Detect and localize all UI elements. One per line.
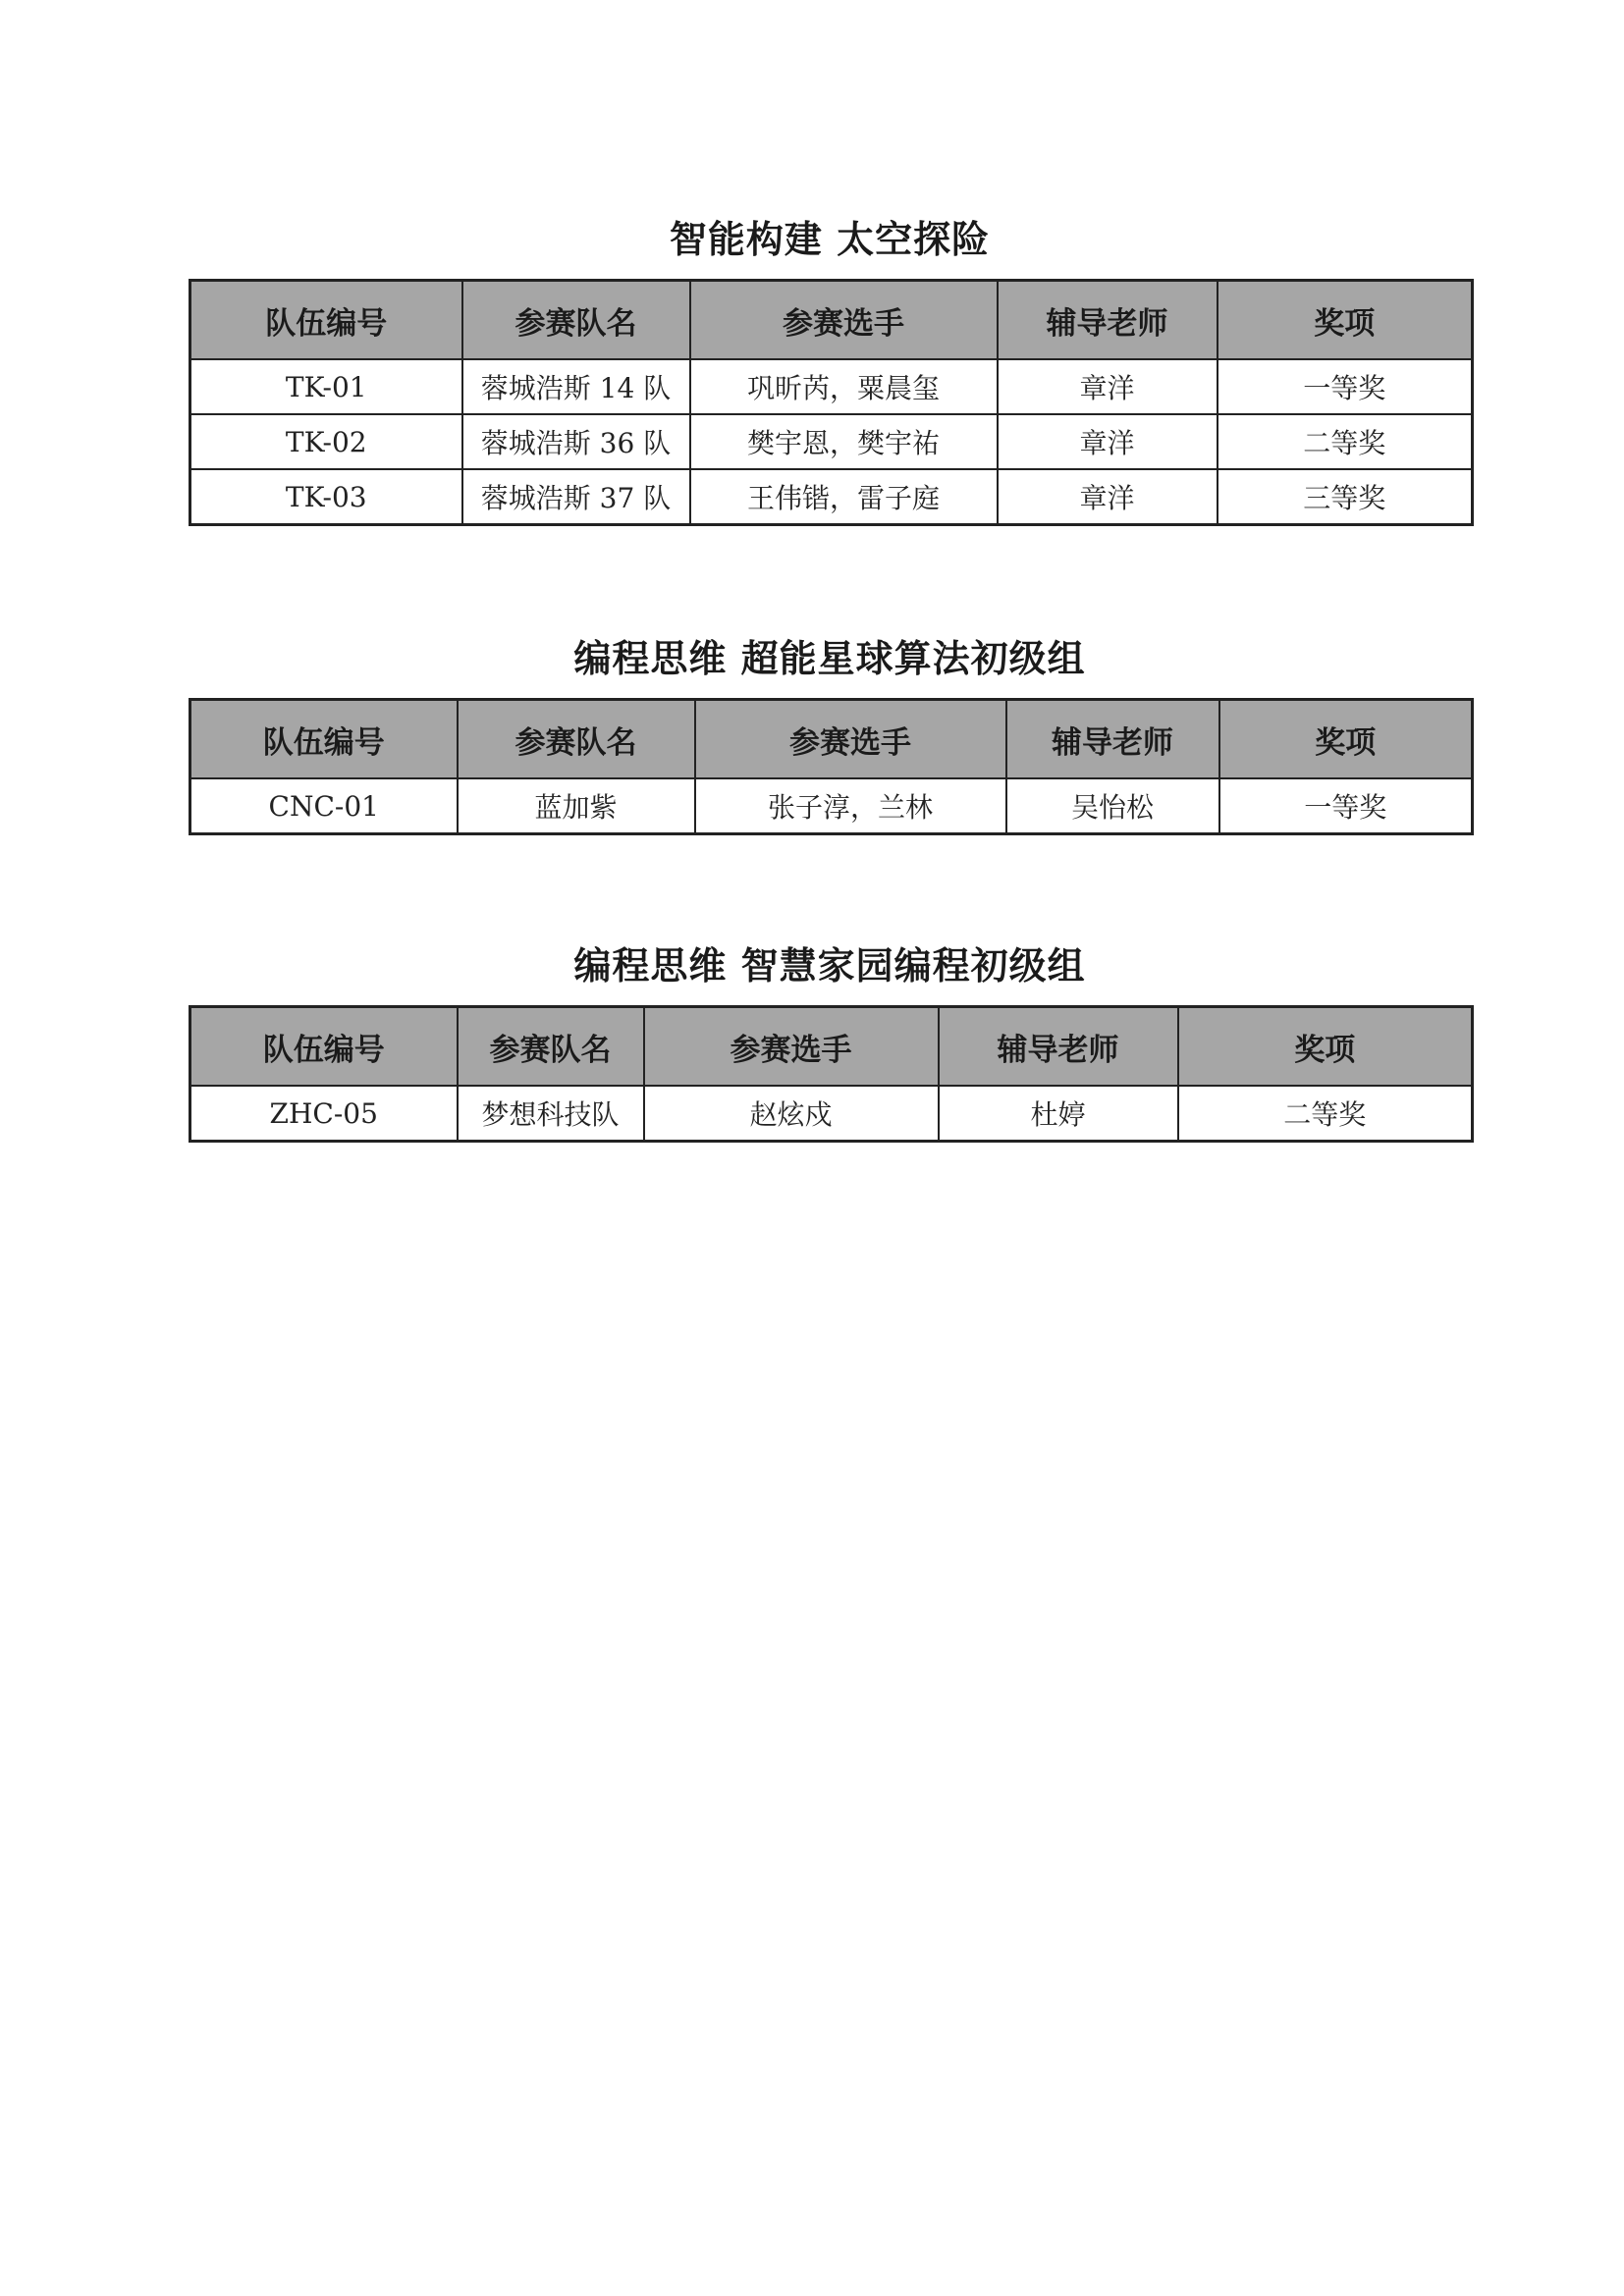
cell-coach: 章洋	[998, 414, 1218, 469]
award-section-1	[189, 214, 1471, 526]
award-table	[189, 279, 1474, 526]
header-coach: 辅导老师	[998, 281, 1218, 360]
cell-coach: 章洋	[998, 469, 1218, 525]
header-players: 参赛选手	[695, 700, 1006, 779]
cell-coach: 吴怡松	[1006, 778, 1219, 834]
cell-team-id: TK-03	[190, 469, 462, 525]
cell-players: 巩昕芮，粟晨玺	[690, 359, 998, 414]
cell-award: 二等奖	[1218, 414, 1473, 469]
header-coach: 辅导老师	[939, 1007, 1178, 1087]
cell-team-name: 梦想科技队	[458, 1086, 644, 1142]
award-table	[189, 1005, 1474, 1143]
header-team-name: 参赛队名	[458, 700, 695, 779]
header-coach: 辅导老师	[1006, 700, 1219, 779]
cell-coach: 章洋	[998, 359, 1218, 414]
cell-award: 三等奖	[1218, 469, 1473, 525]
table-row	[190, 414, 1473, 469]
header-players: 参赛选手	[644, 1007, 939, 1087]
cell-team-name: 蓝加紫	[458, 778, 695, 834]
cell-team-name: 蓉城浩斯 14 队	[462, 359, 690, 414]
cell-coach: 杜婷	[939, 1086, 1178, 1142]
header-players: 参赛选手	[690, 281, 998, 360]
cell-players: 樊宇恩，樊宇祐	[690, 414, 998, 469]
section-title: 智能构建 太空探险	[669, 218, 991, 261]
header-team-id: 队伍编号	[190, 281, 462, 360]
header-team-id: 队伍编号	[190, 700, 458, 779]
table-row	[190, 1086, 1473, 1142]
cell-players: 张子淳，兰林	[695, 778, 1006, 834]
header-award: 奖项	[1178, 1007, 1473, 1087]
header-award: 奖项	[1218, 281, 1473, 360]
cell-award: 一等奖	[1219, 778, 1473, 834]
cell-award: 一等奖	[1218, 359, 1473, 414]
table-row	[190, 778, 1473, 834]
award-table	[189, 698, 1474, 835]
cell-players: 赵炫戍	[644, 1086, 939, 1142]
header-team-name: 参赛队名	[462, 281, 690, 360]
cell-team-name: 蓉城浩斯 36 队	[462, 414, 690, 469]
table-row	[190, 469, 1473, 525]
award-section-3	[189, 940, 1471, 1143]
header-team-name: 参赛队名	[458, 1007, 644, 1087]
section-title: 编程思维 智慧家园编程初级组	[573, 944, 1086, 988]
table-header-row	[190, 700, 1473, 779]
cell-team-id: CNC-01	[190, 778, 458, 834]
header-team-id: 队伍编号	[190, 1007, 458, 1087]
cell-team-id: ZHC-05	[190, 1086, 458, 1142]
award-section-2	[189, 633, 1471, 835]
table-header-row	[190, 1007, 1473, 1087]
table-header-row	[190, 281, 1473, 360]
section-title: 编程思维 超能星球算法初级组	[573, 637, 1086, 680]
cell-team-id: TK-01	[190, 359, 462, 414]
cell-team-name: 蓉城浩斯 37 队	[462, 469, 690, 525]
cell-players: 王伟锴，雷子庭	[690, 469, 998, 525]
table-row	[190, 359, 1473, 414]
header-award: 奖项	[1219, 700, 1473, 779]
cell-award: 二等奖	[1178, 1086, 1473, 1142]
cell-team-id: TK-02	[190, 414, 462, 469]
